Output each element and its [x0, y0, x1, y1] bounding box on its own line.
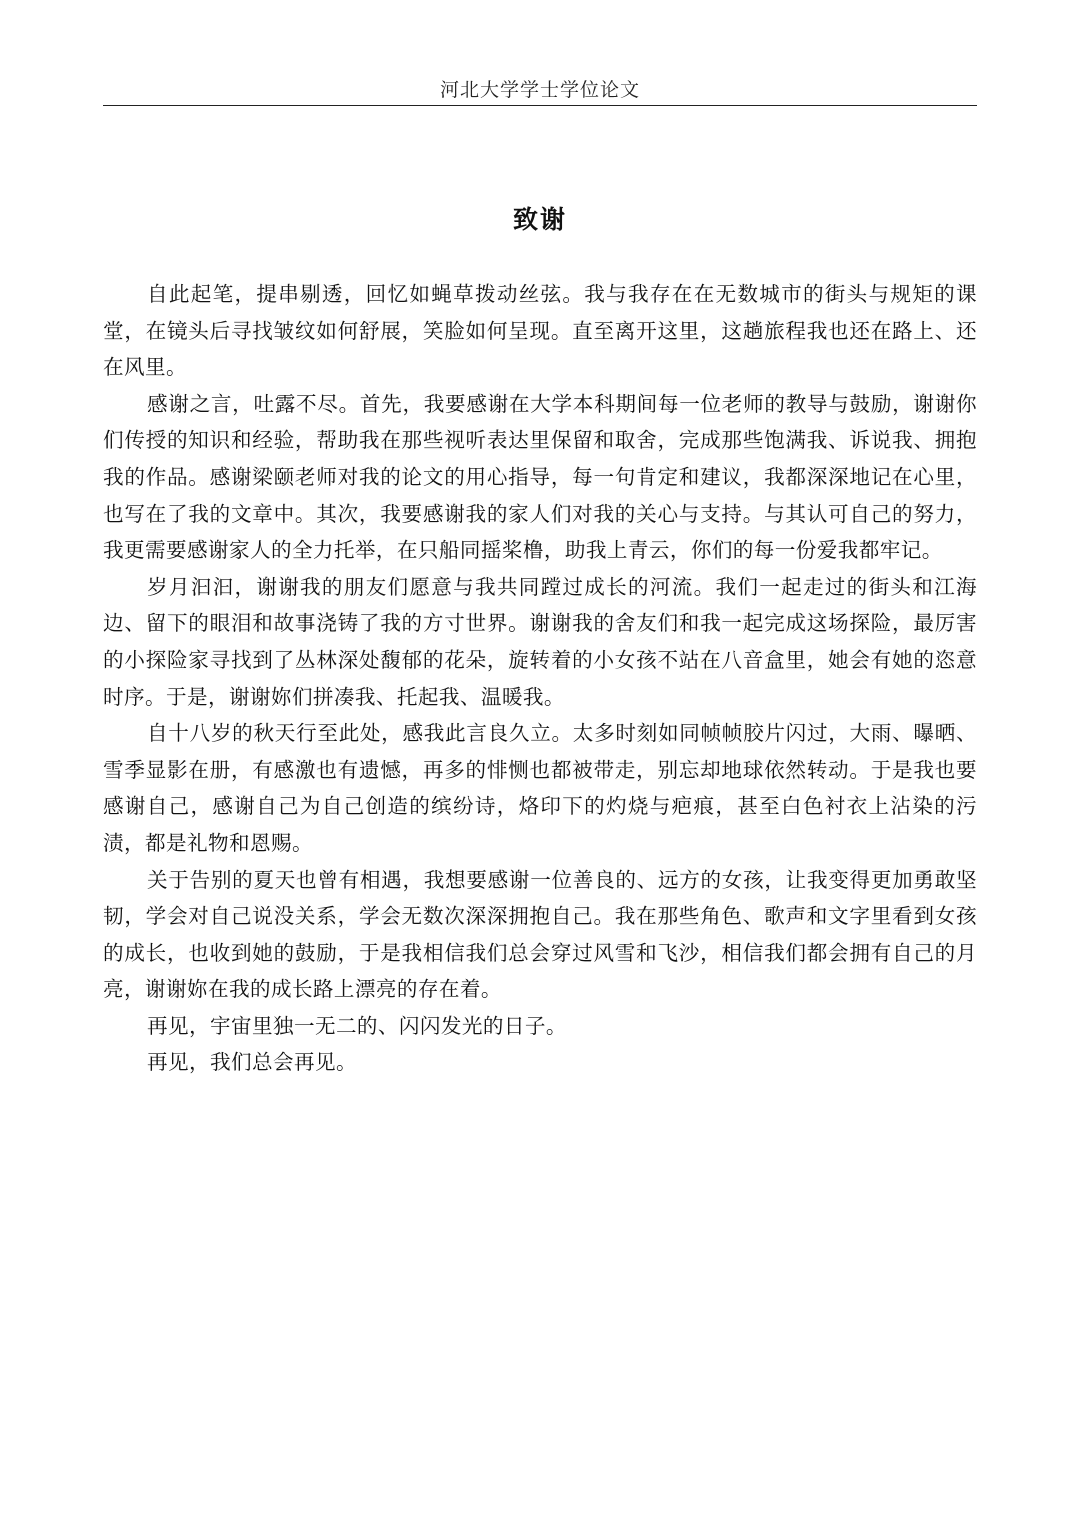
paragraph: 自此起笔，提串剔透，回忆如蝇草拨动丝弦。我与我存在在无数城市的街头与规矩的课堂，在镜头后寻找皱纹如何舒展，笑脸如何呈现。直至离开这里，这趟旅程我也还在路上、还在风里。 — [103, 282, 977, 380]
paragraph: 自十八岁的秋天行至此处，感我此言良久立。太多时刻如同帧帧胶片闪过，大雨、曝晒、雪季显影在册，有感激也有遗憾，再多的悱恻也都被带走，别忘却地球依然转动。于是我也要感谢自己，感谢自己为自己创造的缤纷诗，烙印下的灼烧与疤痕，甚至白色衬衣上沾染的污渍，都是礼物和恩赐。 — [103, 721, 977, 855]
running-header: 河北大学学士学位论文 — [439, 79, 640, 101]
paragraph: 关于告别的夏天也曾有相遇，我想要感谢一位善良的、远方的女孩，让我变得更加勇敢坚韧，学会对自己说没关系，学会无数次深深拥抱自己。我在那些角色、歌声和文字里看到女孩的成长，也收到她的鼓励，于是我相信我们总会穿过风雪和飞沙，相信我们都会拥有自己的月亮，谢谢妳在我的成长路上漂亮的存在着。 — [103, 867, 977, 1002]
header-rule — [103, 105, 977, 106]
paragraph: 岁月汩汩，谢谢我的朋友们愿意与我共同蹚过成长的河流。我们一起走过的街头和江海边、留下的眼泪和故事浇铸了我的方寸世界。谢谢我的舍友们和我一起完成这场探险，最厉害的小探险家寻找到了丛林深处馥郁的花朵，旋转着的小女孩不站在八音盒里，她会有她的恣意时序。于是，谢谢妳们拼凑我、托起我、温暖我。 — [103, 574, 977, 709]
chapter-title: 致谢 — [512, 205, 567, 234]
paragraph: 再见，宇宙里独一无二的、闪闪发光的日子。 — [147, 1013, 567, 1038]
paragraph: 感谢之言，吐露不尽。首先，我要感谢在大学本科期间每一位老师的教导与鼓励，谢谢你们传授的知识和经验，帮助我在那些视听表达里保留和取舍，完成那些饱满我、诉说我、拥抱我的作品。感谢梁颐老师对我的论文的用心指导，每一句肯定和建议，我都深深地记在心里，也写在了我的文章中。其次，我要感谢我的家人们对我的关心与支持。与其认可自己的努力，我更需要感谢家人的全力托举，在只船同摇桨橹，助我上青云，你们的每一份爱我都牢记。 — [103, 391, 977, 563]
acknowledgement-body — [103, 276, 977, 1081]
paragraph: 再见，我们总会再见。 — [147, 1050, 357, 1075]
